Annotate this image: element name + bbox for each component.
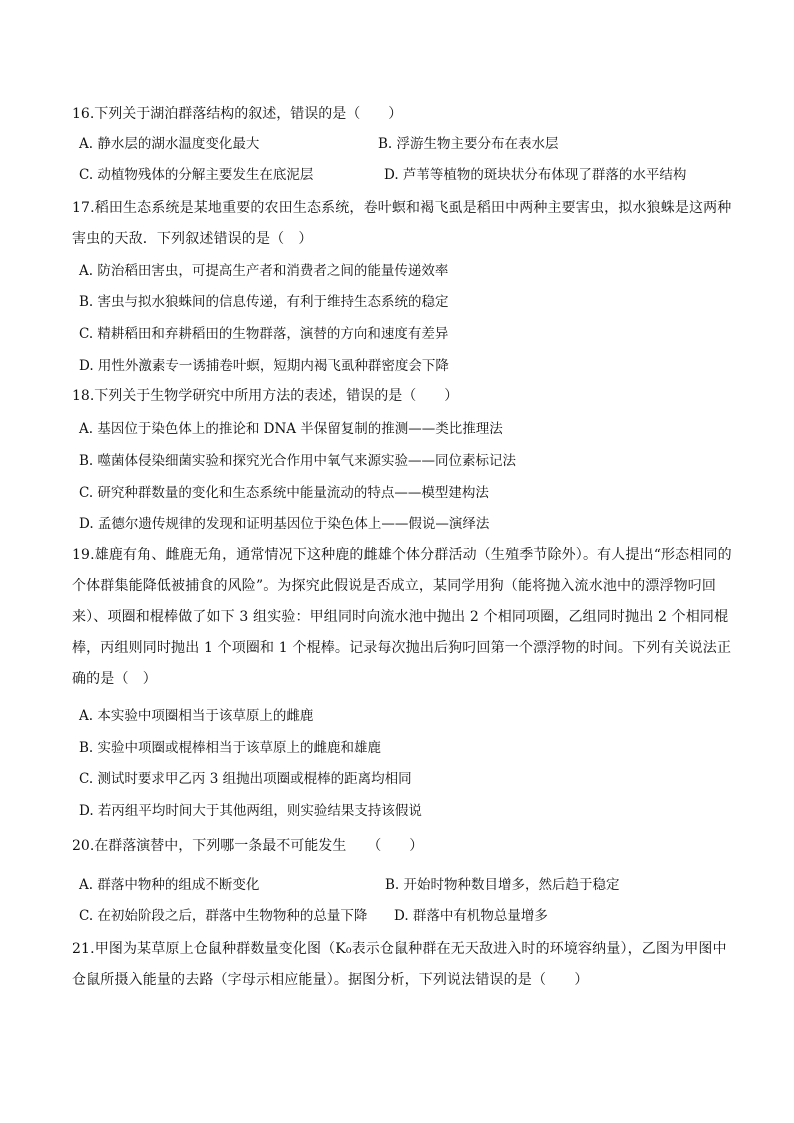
- question-20-stem: 20.在群落演替中，下列哪一条最不可能发生 （ ）: [72, 838, 424, 854]
- question-20-option-a: A. 群落中物种的组成不断变化: [79, 877, 260, 893]
- question-18-option-d: D. 孟德尔遗传规律的发现和证明基因位于染色体上——假说—演绎法: [79, 516, 490, 532]
- question-19-option-d: D. 若丙组平均时间大于其他两组，则实验结果支持该假说: [79, 803, 422, 819]
- question-16-option-c: C. 动植物残体的分解主要发生在底泥层: [79, 167, 314, 183]
- question-20-option-b: B. 开始时物种数目增多，然后趋于稳定: [385, 877, 620, 893]
- question-21-stem: 21.甲图为某草原上仓鼠种群数量变化图（K₀表示仓鼠种群在无天敌进入时的环境容纳量），乙图为甲图中仓鼠所摄入能量的去路（字母示相应能量）。据图分析，下列说法错误的是（ ）: [72, 941, 727, 988]
- question-17-option-c: C. 精耕稻田和弃耕稻田的生物群落，演替的方向和速度有差异: [79, 326, 449, 342]
- question-20-option-c: C. 在初始阶段之后，群落中生物物种的总量下降: [79, 908, 368, 924]
- question-18-stem: 18.下列关于生物学研究中所用方法的表述，错误的是（ ）: [72, 388, 459, 404]
- question-17-option-d: D. 用性外激素专一诱捕卷叶螟，短期内褐飞虱种群密度会下降: [79, 358, 449, 374]
- question-16-option-b: B. 浮游生物主要分布在表水层: [378, 136, 559, 152]
- question-16-option-a: A. 静水层的湖水温度变化最大: [79, 136, 260, 152]
- question-17-option-a: A. 防治稻田害虫，可提高生产者和消费者之间的能量传递效率: [79, 263, 449, 279]
- question-19-option-b: B. 实验中项圈或棍棒相当于该草原上的雌鹿和雄鹿: [79, 740, 382, 756]
- question-18-option-a: A. 基因位于染色体上的推论和 DNA 半保留复制的推测——类比推理法: [79, 421, 503, 437]
- question-19-stem: 19.雄鹿有角、雌鹿无角，通常情况下这种鹿的雌雄个体分群活动（生殖季节除外）。有人提出“形态相同的个体群集能降低被捕食的风险”。为探究此假说是否成立，某同学用狗（能将抛入流水池中的漂浮物叼回来）、项圈和棍棒做了如下 3 组实验：甲组同时向流水池中抛出 2 个相同项圈，乙组同时抛出 2 个相同棍棒，丙组则同时抛出 1 个项圈和 1 个棍棒。记录每次抛出后狗叼回第一个漂浮物的时间。下列有关说法正确的是（ ）: [72, 547, 732, 687]
- question-17-stem: 17.稻田生态系统是某地重要的农田生态系统，卷叶螟和褐飞虱是稻田中两种主要害虫，拟水狼蛛是这两种害虫的天敌．下列叙述错误的是（ ）: [72, 200, 732, 247]
- question-19-option-c: C. 测试时要求甲乙丙 3 组抛出项圈或棍棒的距离均相同: [79, 771, 412, 787]
- question-20-option-d: D. 群落中有机物总量增多: [394, 908, 548, 924]
- question-18-option-b: B. 噬菌体侵染细菌实验和探究光合作用中氧气来源实验——同位素标记法: [79, 453, 517, 469]
- question-18-option-c: C. 研究种群数量的变化和生态系统中能量流动的特点——模型建构法: [79, 485, 489, 501]
- question-16-option-d: D. 芦苇等植物的斑块状分布体现了群落的水平结构: [384, 167, 687, 183]
- question-17-option-b: B. 害虫与拟水狼蛛间的信息传递，有利于维持生态系统的稳定: [79, 294, 449, 310]
- question-16-stem: 16.下列关于湖泊群落结构的叙述，错误的是（ ）: [72, 106, 403, 122]
- question-19-option-a: A. 本实验中项圈相当于该草原上的雌鹿: [79, 708, 314, 724]
